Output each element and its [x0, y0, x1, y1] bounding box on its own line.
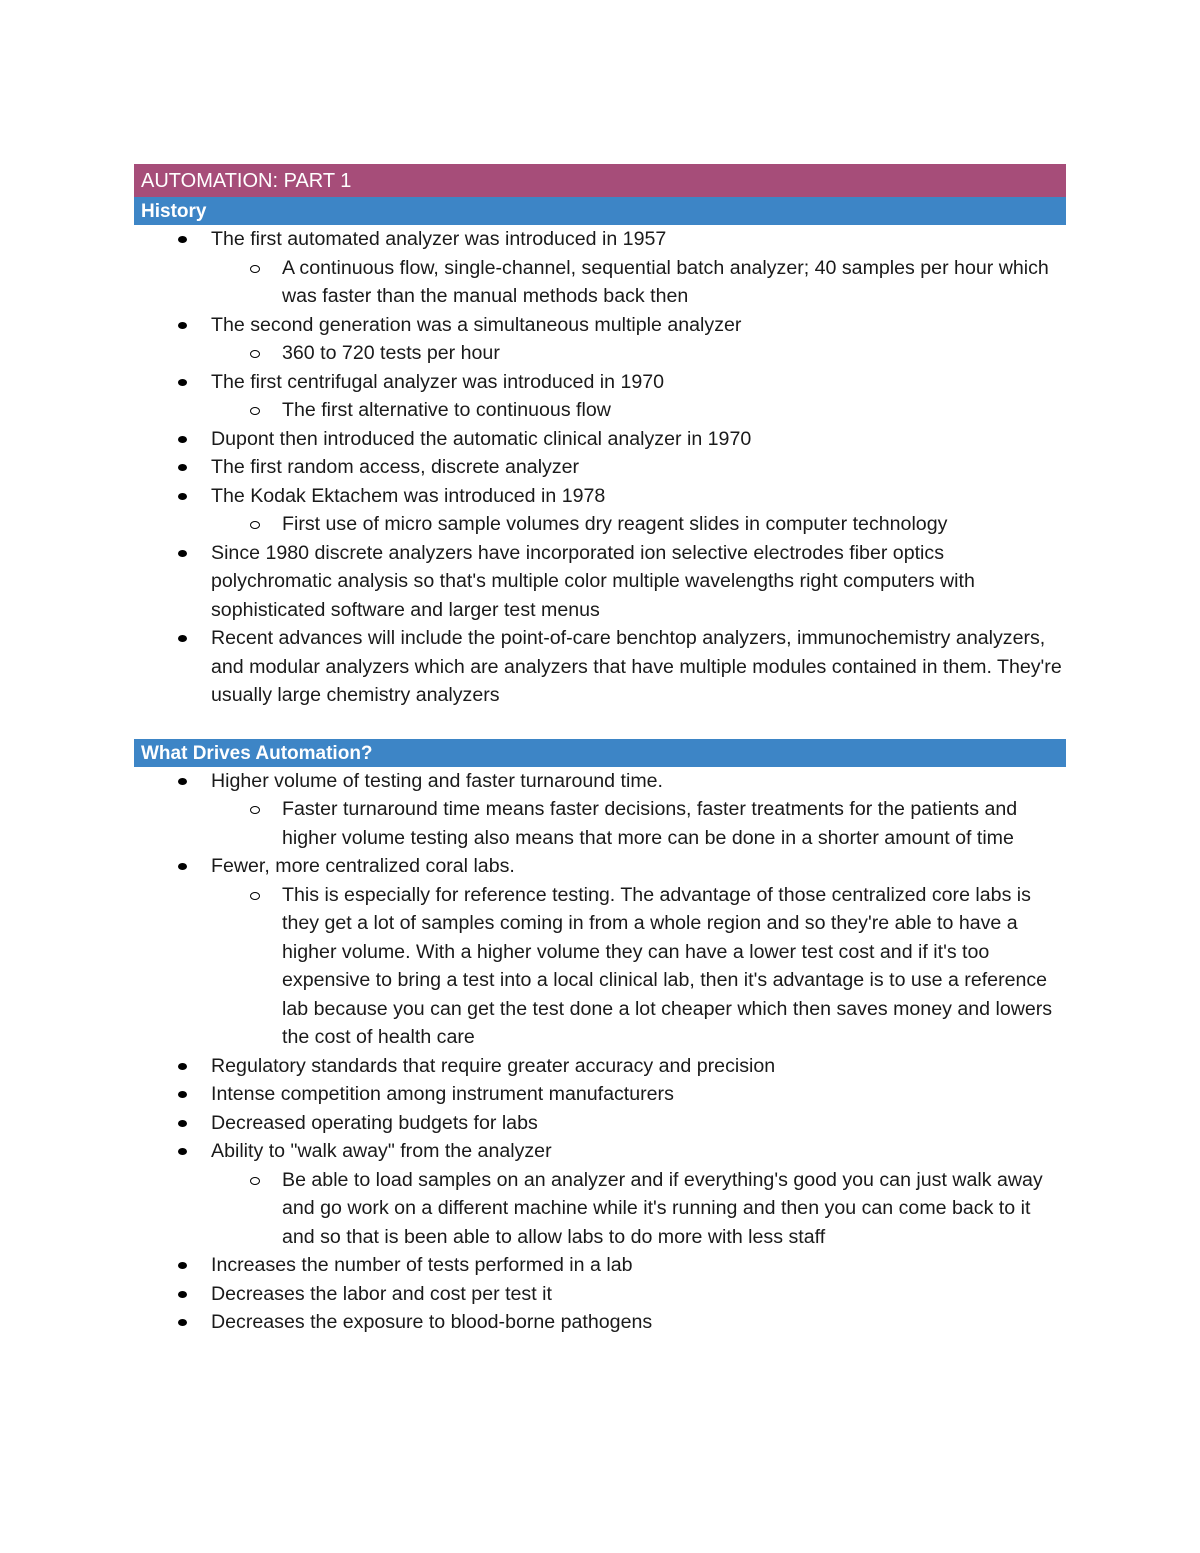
filled-bullet-icon: [178, 1291, 187, 1298]
bullet-text: Increases the number of tests performed in a lab: [211, 1254, 633, 1276]
history-list: [134, 225, 1066, 710]
filled-bullet-icon: [178, 778, 187, 785]
bullet-text: Decreases the labor and cost per test it: [211, 1282, 552, 1305]
bullet-text: The second generation was a simultaneous multiple analyzer: [211, 313, 742, 336]
bullet-item: [134, 453, 1066, 482]
bullet-text: The first centrifugal analyzer was introduced in 1970: [211, 370, 665, 393]
sub-bullet-item: [134, 795, 1066, 852]
hollow-bullet-icon: [250, 350, 260, 358]
bullet-text: Higher volume of testing and faster turnaround time.: [211, 769, 663, 792]
filled-bullet-icon: [178, 493, 187, 500]
bullet-text: A continuous flow, single-channel, sequential batch analyzer; 40 samples per hour which was faster than the manual methods back then: [282, 256, 1049, 307]
filled-bullet-icon: [178, 1091, 187, 1098]
filled-bullet-icon: [178, 436, 187, 443]
hollow-bullet-icon: [250, 265, 260, 273]
section-heading-history: History: [134, 197, 1066, 225]
bullet-text: Fewer, more centralized coral labs.: [211, 855, 515, 877]
sub-bullet-item: [134, 510, 1066, 539]
bullet-text: Decreases the exposure to blood-borne pathogens: [211, 1311, 653, 1333]
bullet-item: [134, 225, 1066, 254]
filled-bullet-icon: [178, 379, 187, 386]
filled-bullet-icon: [178, 236, 187, 243]
bullet-item: [134, 1280, 1066, 1309]
bullet-text: The Kodak Ektachem was introduced in 1978: [211, 484, 606, 507]
bullet-text: Ability to "walk away" from the analyzer: [211, 1140, 552, 1162]
bullet-text: The first automated analyzer was introduced in 1957: [211, 228, 667, 250]
filled-bullet-icon: [178, 1319, 187, 1326]
section-heading-what-drives-automation: What Drives Automation?: [134, 739, 1066, 767]
sub-bullet-item: [134, 339, 1066, 368]
bullet-text: Intense competition among instrument manufacturers: [211, 1083, 674, 1105]
filled-bullet-icon: [178, 1262, 187, 1269]
bullet-text: Faster turnaround time means faster decisions, faster treatments for the patients and higher volume testing also means that more can be done in a shorter amount of time: [282, 798, 1018, 849]
bullet-item: [134, 1052, 1066, 1081]
bullet-text: The first random access, discrete analyzer: [211, 456, 580, 478]
hollow-bullet-icon: [250, 521, 260, 529]
sub-bullet-item: [134, 396, 1066, 425]
bullet-item: [134, 482, 1066, 511]
bullet-item: [134, 1308, 1066, 1337]
section-spacer: [134, 710, 1066, 739]
bullet-item: [134, 311, 1066, 340]
bullet-item: [134, 1109, 1066, 1138]
filled-bullet-icon: [178, 1148, 187, 1155]
bullet-text: 360 to 720 tests per hour: [282, 342, 500, 364]
document-title: AUTOMATION: PART 1: [134, 164, 1066, 197]
bullet-item: [134, 368, 1066, 397]
hollow-bullet-icon: [250, 892, 260, 900]
bullet-item: [134, 852, 1066, 881]
bullet-text: Regulatory standards that require greater accuracy and precision: [211, 1054, 776, 1077]
filled-bullet-icon: [178, 863, 187, 870]
bullet-text: Dupont then introduced the automatic clinical analyzer in 1970: [211, 427, 752, 450]
sub-bullet-item: [134, 881, 1066, 1052]
bullet-item: [134, 539, 1066, 625]
filled-bullet-icon: [178, 1063, 187, 1070]
bullet-text: The first alternative to continuous flow: [282, 399, 611, 421]
sub-bullet-item: [134, 1166, 1066, 1252]
filled-bullet-icon: [178, 1120, 187, 1127]
bullet-text: This is especially for reference testing. The advantage of those centralized core labs is they get a lot of samples coming in from a whole region and so they're able to have a higher volume. With a higher volume they can have a lower test cost and if it's too expensive to bring a test into a local clinical lab, then it's advantage is to use a reference lab because you can get the test done a lot cheaper which then saves money and lowers the cost of health care: [282, 883, 1053, 1048]
bullet-text: Be able to load samples on an analyzer and if everything's good you can just walk away and go work on a different machine while it's running and then you can come back to it and so that is been able to allow labs to do more with less staff: [282, 1168, 1043, 1248]
bullet-text: Recent advances will include the point-of-care benchtop analyzers, immunochemistry analyzers, and modular analyzers which are analyzers that have multiple modules contained in them. They're usually large chemistry analyzers: [211, 627, 1062, 706]
hollow-bullet-icon: [250, 1177, 260, 1185]
hollow-bullet-icon: [250, 407, 260, 415]
bullet-text: Since 1980 discrete analyzers have incorporated ion selective electrodes fiber optics polychromatic analysis so that's multiple color multiple wavelengths right computers with sophisticated software and larger test menus: [211, 541, 975, 621]
bullet-item: [134, 425, 1066, 454]
document-page: [134, 164, 1066, 1337]
hollow-bullet-icon: [250, 806, 260, 814]
bullet-item: [134, 1137, 1066, 1166]
bullet-text: First use of micro sample volumes dry reagent slides in computer technology: [282, 513, 948, 535]
filled-bullet-icon: [178, 322, 187, 329]
sub-bullet-item: [134, 254, 1066, 311]
bullet-text: Decreased operating budgets for labs: [211, 1111, 538, 1134]
bullet-item: [134, 1080, 1066, 1109]
filled-bullet-icon: [178, 635, 187, 642]
filled-bullet-icon: [178, 550, 187, 557]
bullet-item: [134, 767, 1066, 796]
bullet-item: [134, 1251, 1066, 1280]
filled-bullet-icon: [178, 464, 187, 471]
bullet-item: [134, 624, 1066, 710]
drivers-list: [134, 767, 1066, 1337]
